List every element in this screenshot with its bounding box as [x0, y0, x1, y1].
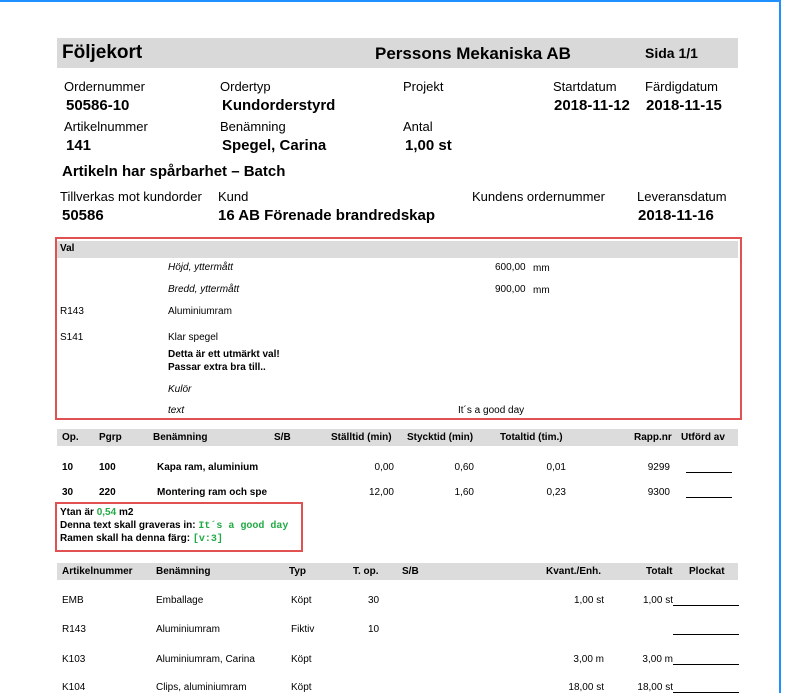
benamning-value: Spegel, Carina [222, 137, 327, 154]
s141-text: Klar spegel [168, 332, 219, 343]
ops-row2-rapp: 9300 [647, 487, 670, 498]
mat-row2-plockat-line [673, 634, 739, 635]
mat-header-top: T. op. [353, 566, 379, 577]
mat-row2-typ: Fiktiv [291, 624, 315, 635]
bredd-label: Bredd, yttermått [168, 284, 240, 295]
kund-value: 16 AB Förenade brandredskap [218, 207, 436, 224]
mat-header-sb: S/B [402, 566, 419, 577]
ops-row1-signature-line [686, 472, 732, 473]
val-highlight-box [55, 237, 742, 420]
mat-row1-typ: Köpt [291, 595, 312, 606]
kulor-label: Kulör [168, 384, 192, 395]
val-note-line2: Passar extra bra till.. [168, 362, 266, 373]
ordernummer-value: 50586-10 [66, 97, 130, 114]
ops-row2-stalltid: 12,00 [368, 487, 394, 498]
page-number: Sida 1/1 [645, 45, 698, 61]
ops-row1-stycktid: 0,60 [454, 462, 474, 473]
mat-row2-top: 10 [368, 624, 380, 635]
mat-row3-kvant: 3,00 m [573, 654, 604, 665]
note-area-value: 0,54 [96, 507, 117, 518]
mat-row1-top: 30 [368, 595, 380, 606]
kundorder-value: 50586 [62, 207, 104, 224]
mat-row2-art: R143 [62, 624, 86, 635]
mat-row3-art: K103 [62, 654, 86, 665]
mat-header-plockat: Plockat [689, 566, 725, 577]
document-title: Följekort [62, 42, 143, 63]
mat-header-typ: Typ [289, 566, 307, 577]
note-area [60, 507, 133, 518]
projekt-label: Projekt [403, 79, 444, 94]
artikelnummer-label: Artikelnummer [64, 119, 148, 134]
ops-header-rappnr: Rapp.nr [634, 432, 672, 443]
ops-row2-totaltid: 0,23 [546, 487, 566, 498]
mat-row2-name: Aluminiumram [156, 624, 220, 635]
val-note-line1: Detta är ett utmärkt val! [168, 349, 280, 360]
bredd-unit: mm [533, 285, 550, 296]
leveransdatum-value: 2018-11-16 [638, 207, 714, 224]
ops-row1-name: Kapa ram, aluminium [157, 462, 259, 473]
hojd-value: 600,00 [495, 262, 526, 273]
ops-row2-signature-line [686, 497, 732, 498]
mat-header-artikel: Artikelnummer [62, 566, 133, 577]
mat-row1-name: Emballage [156, 595, 204, 606]
text-value: It´s a good day [458, 405, 525, 416]
fardigdatum-label: Färdigdatum [645, 79, 718, 94]
mat-row4-art: K104 [62, 682, 86, 693]
ops-header-op: Op. [62, 432, 79, 443]
mat-row1-kvant: 1,00 st [573, 595, 604, 606]
val-header-bar [57, 241, 738, 258]
ops-header-utford: Utförd av [681, 432, 725, 443]
leveransdatum-label: Leveransdatum [637, 189, 727, 204]
ops-header-pgrp: Pgrp [99, 432, 122, 443]
ops-row2-pgrp: 220 [99, 487, 116, 498]
ops-row1-totaltid: 0,01 [546, 462, 566, 473]
ops-row1-rapp: 9299 [647, 462, 670, 473]
ordertyp-label: Ordertyp [220, 79, 271, 94]
note-engrave-prefix: Denna text skall graveras in: [60, 520, 196, 531]
antal-label: Antal [403, 119, 433, 134]
bredd-value: 900,00 [495, 284, 526, 295]
mat-row4-totalt: 18,00 st [637, 682, 673, 693]
mat-row4-kvant: 18,00 st [568, 682, 604, 693]
r143-text: Aluminiumram [168, 306, 232, 317]
artikelnummer-value: 141 [66, 137, 92, 154]
ops-header-stalltid: Ställtid (min) [331, 432, 392, 443]
ops-row2-op: 30 [62, 487, 74, 498]
mat-header-kvant: Kvant./Enh. [546, 566, 602, 577]
note-area-prefix: Ytan är [60, 507, 94, 518]
ops-header-benamning: Benämning [153, 432, 208, 443]
ordernummer-label: Ordernummer [64, 79, 145, 94]
note-color [60, 533, 223, 545]
ops-row1-op: 10 [62, 462, 74, 473]
mat-row4-typ: Köpt [291, 682, 312, 693]
ops-header-stycktid: Stycktid (min) [407, 432, 474, 443]
hojd-label: Höjd, yttermått [168, 262, 234, 273]
mat-row4-name: Clips, aluminiumram [156, 682, 247, 693]
ops-row1-stalltid: 0,00 [374, 462, 394, 473]
kundens-ordernummer-label: Kundens ordernummer [472, 189, 605, 204]
ops-header-totaltid: Totaltid (tim.) [500, 432, 563, 443]
text-label: text [168, 405, 185, 416]
note-area-suffix: m2 [118, 507, 134, 518]
kund-label: Kund [218, 189, 249, 204]
kundorder-label: Tillverkas mot kundorder [60, 189, 202, 204]
hojd-unit: mm [533, 263, 550, 274]
note-engrave [60, 520, 288, 532]
benamning-label: Benämning [220, 119, 286, 134]
note-color-prefix: Ramen skall ha denna färg: [60, 533, 191, 544]
note-color-value: [v:3] [192, 534, 223, 545]
val-title: Val [60, 243, 75, 254]
mat-row3-typ: Köpt [291, 654, 312, 665]
ops-row2-stycktid: 1,60 [454, 487, 474, 498]
mat-row1-art: EMB [62, 595, 84, 606]
note-engrave-value: It´s a good day [198, 521, 289, 532]
s141-code: S141 [60, 332, 84, 343]
mat-header-totalt: Totalt [646, 566, 673, 577]
antal-value: 1,00 st [405, 137, 452, 154]
ops-header-sb: S/B [274, 432, 291, 443]
ops-row2-name: Montering ram och spe [157, 487, 268, 498]
mat-header-benamning: Benämning [156, 566, 211, 577]
sparbarhet-text: Artikeln har spårbarhet – Batch [62, 163, 286, 180]
fardigdatum-value: 2018-11-15 [646, 97, 722, 114]
startdatum-label: Startdatum [553, 79, 617, 94]
startdatum-value: 2018-11-12 [554, 97, 630, 114]
r143-code: R143 [60, 306, 84, 317]
ops-row1-pgrp: 100 [99, 462, 116, 473]
ordertyp-value: Kundorderstyrd [222, 97, 336, 114]
mat-row1-totalt: 1,00 st [642, 595, 673, 606]
mat-row3-name: Aluminiumram, Carina [156, 654, 255, 665]
mat-row3-plockat-line [673, 664, 739, 665]
mat-row1-plockat-line [673, 605, 739, 606]
company-name: Perssons Mekaniska AB [375, 44, 571, 63]
mat-row3-totalt: 3,00 m [642, 654, 673, 665]
